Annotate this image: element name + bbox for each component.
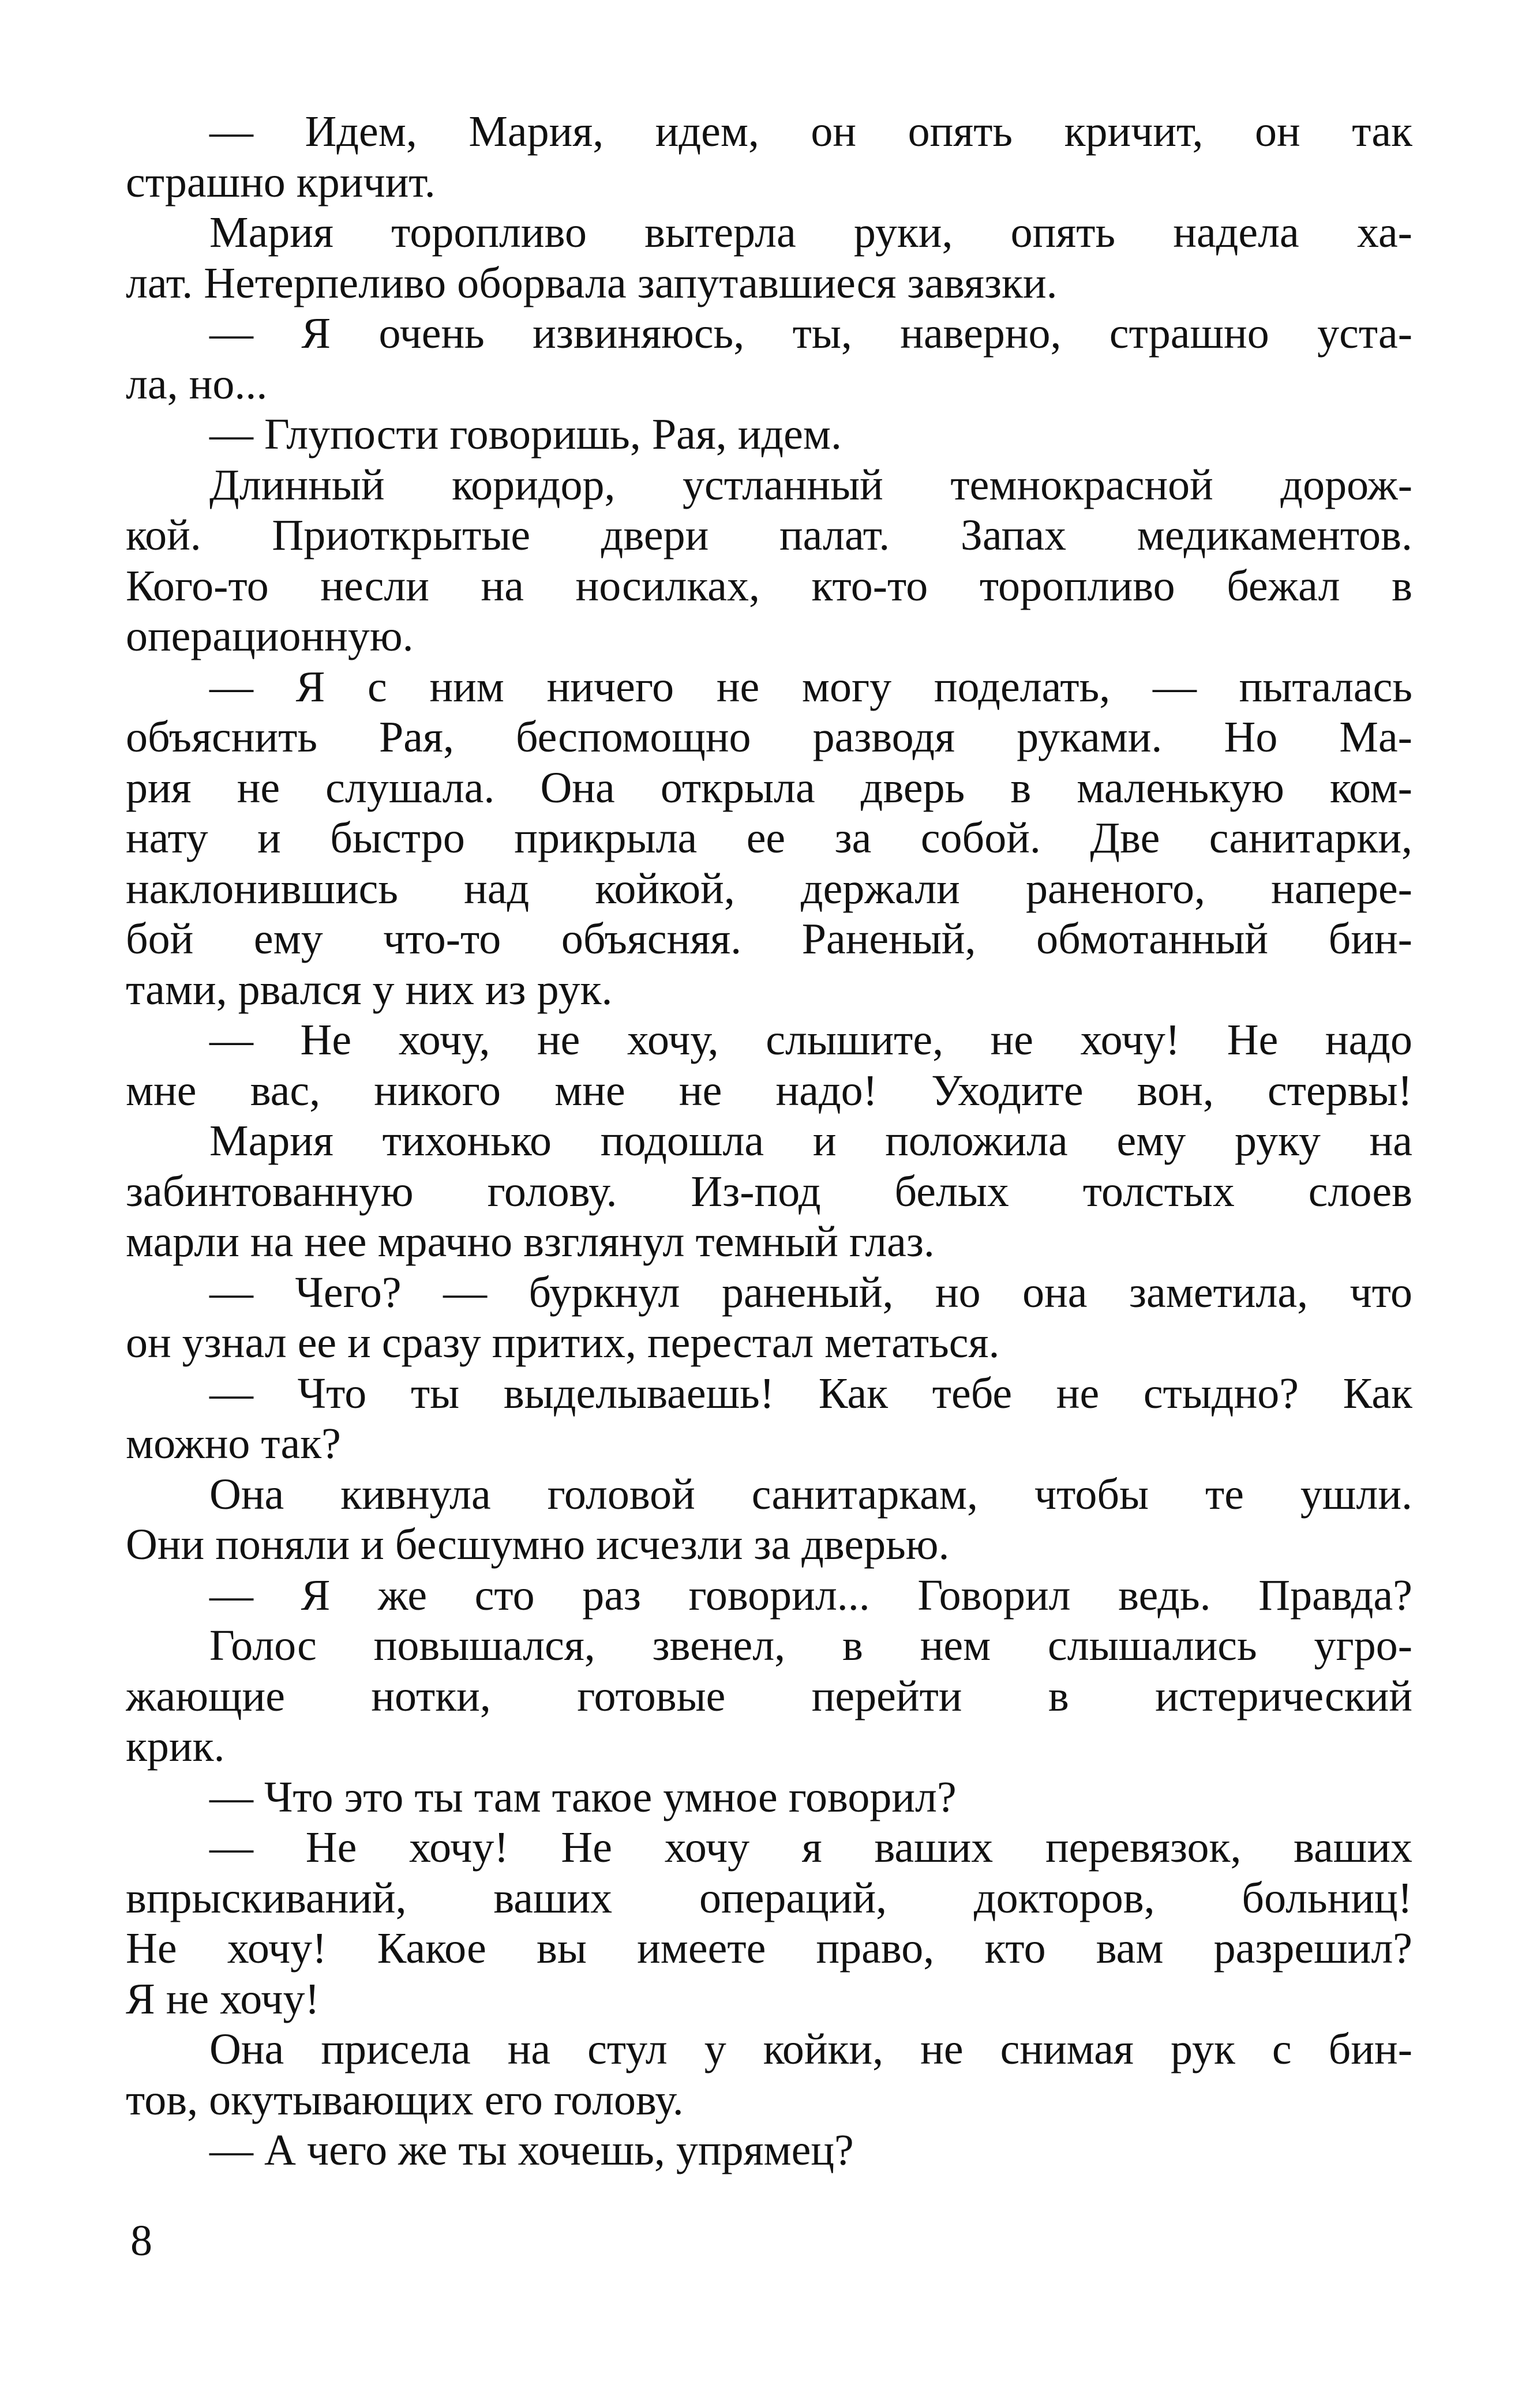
text-line: ла, но... [126, 359, 268, 408]
text-line: Голос повышался, звенел, в нем слышались угро- [209, 1621, 1412, 1670]
text-line: тов, окутывающих его голову. [126, 2075, 684, 2124]
text-line: нату и быстро прикрыла ее за собой. Две санитарки, [126, 814, 1412, 862]
text-line: — Я очень извиняюсь, ты, наверно, страшно уста- [209, 309, 1412, 358]
text-line: объяснить Рая, беспомощно разводя руками. Но Ма- [126, 713, 1412, 761]
text-line: — Не хочу! Не хочу я ваших перевязок, ваших [209, 1823, 1412, 1872]
text-line: рия не слушала. Она открыла дверь в маленькую ком- [126, 763, 1412, 812]
text-line: лат. Нетерпеливо оборвала запутавшиеся завязки. [126, 258, 1058, 307]
text-line: Кого-то несли на носилках, кто-то торопливо бежал в [126, 561, 1412, 610]
text-line: кой. Приоткрытые двери палат. Запах медикаментов. [126, 511, 1412, 559]
text-line: Она присела на стул у койки, не снимая рук с бин- [209, 2025, 1412, 2073]
text-line: он узнал ее и сразу притих, перестал метаться. [126, 1318, 1000, 1367]
text-line: — Я с ним ничего не могу поделать, — пыталась [209, 662, 1412, 711]
text-line: — Не хочу, не хочу, слышите, не хочу! Не надо [209, 1016, 1412, 1064]
text-line: марли на нее мрачно взглянул темный глаз. [126, 1218, 935, 1266]
text-line: впрыскиваний, ваших операций, докторов, больниц! [126, 1873, 1412, 1922]
text-line: — Чего? — буркнул раненый, но она заметила, что [209, 1268, 1412, 1317]
text-line: забинтованную голову. Из-под белых толстых слоев [126, 1167, 1412, 1216]
text-line: Она кивнула головой санитаркам, чтобы те ушли. [209, 1470, 1412, 1519]
page-number: 8 [130, 2217, 152, 2265]
text-line: — А чего же ты хочешь, упрямец? [209, 2126, 854, 2174]
text-line: жающие нотки, готовые перейти в истерический [126, 1671, 1412, 1720]
text-line: — Идем, Мария, идем, он опять кричит, он так [209, 107, 1412, 156]
text-line: — Глупости говоришь, Рая, идем. [209, 410, 842, 459]
text-line: страшно кричит. [126, 157, 436, 206]
text-line: тами, рвался у них из рук. [126, 965, 613, 1014]
text-line: — Что это ты там такое умное говорил? [209, 1772, 957, 1821]
text-line: можно так? [126, 1419, 341, 1468]
text-line: наклонившись над койкой, держали раненого, напере- [126, 864, 1412, 913]
text-line: Мария торопливо вытерла руки, опять надела ха- [209, 208, 1412, 257]
text-line: Я не хочу! [126, 1974, 320, 2023]
text-line: Они поняли и бесшумно исчезли за дверью. [126, 1520, 950, 1569]
text-line: Не хочу! Какое вы имеете право, кто вам разрешил? [126, 1924, 1412, 1973]
text-line: крик. [126, 1722, 225, 1771]
text-line: — Я же сто раз говорил... Говорил ведь. Правда? [209, 1571, 1412, 1620]
book-page-text [126, 107, 1412, 2176]
text-line: Мария тихонько подошла и положила ему руку на [209, 1117, 1412, 1165]
text-line: мне вас, никого мне не надо! Уходите вон, стервы! [126, 1066, 1412, 1115]
text-line: операционную. [126, 612, 414, 660]
text-line: Длинный коридор, устланный темнокрасной дорож- [209, 460, 1412, 509]
text-line: — Что ты выделываешь! Как тебе не стыдно? Как [209, 1369, 1412, 1418]
text-line: бой ему что-то объясняя. Раненый, обмотанный бин- [126, 915, 1412, 963]
